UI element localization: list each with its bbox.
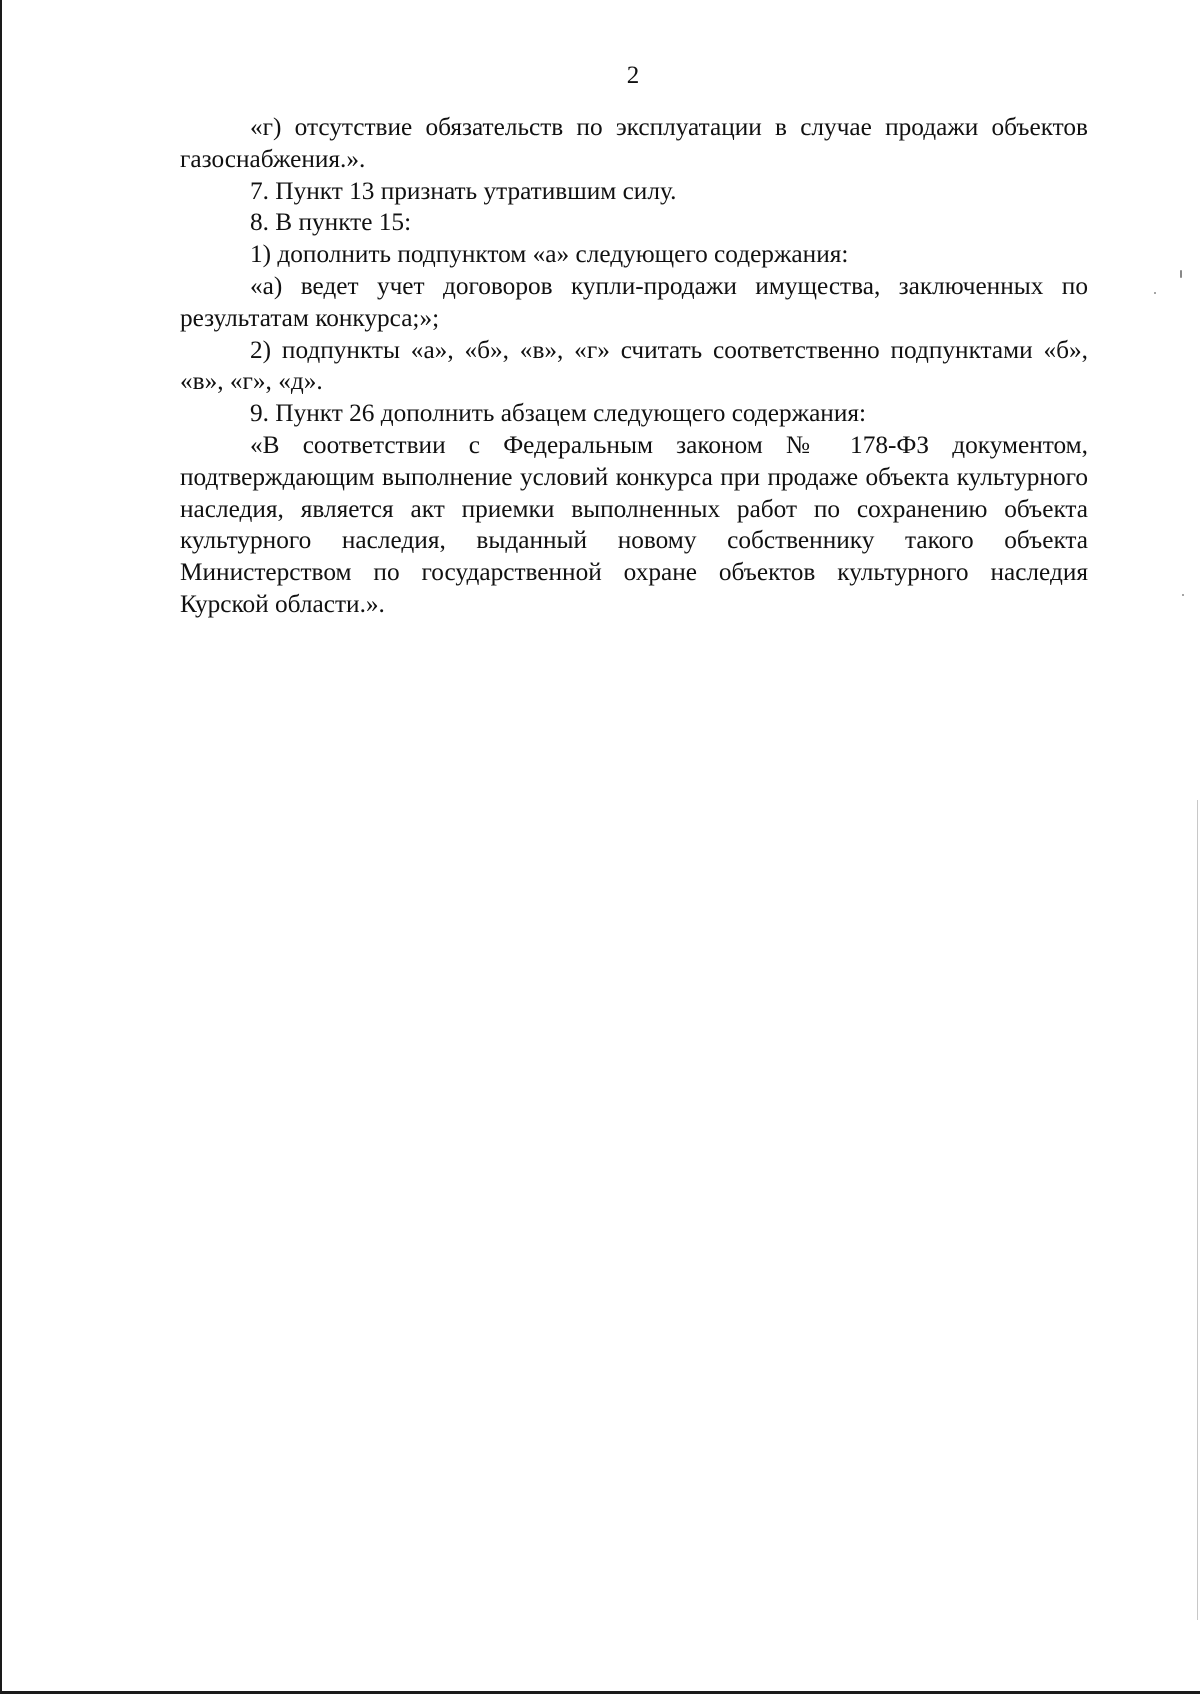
page-number: 2 bbox=[626, 62, 640, 89]
paragraph-item-8-2: 2) подпункты «а», «б», «в», «г» считать соответственно подпунктами «б», «в», «г», «д». bbox=[180, 335, 1088, 396]
paragraph-item-9: 9. Пункт 26 дополнить абзацем следующего содержания: bbox=[250, 399, 867, 428]
scan-speck bbox=[1182, 594, 1184, 596]
scan-edge-line bbox=[1197, 800, 1198, 1620]
paragraph-item-8: 8. В пункте 15: bbox=[250, 208, 412, 237]
document-body bbox=[180, 112, 1088, 621]
scan-speck bbox=[1154, 292, 1156, 294]
scan-speck bbox=[1180, 270, 1182, 278]
paragraph-subpoint-g: «г) отсутствие обязательств по эксплуатации в случае продажи объектов газоснабжения.». bbox=[180, 113, 1088, 173]
paragraph-item-7: 7. Пункт 13 признать утратившим силу. bbox=[250, 176, 677, 205]
paragraph-subpoint-a: «а) ведет учет договоров купли-продажи имущества, заключенных по результатам конкурса;»; bbox=[180, 271, 1088, 332]
paragraph-item-8-1: 1) дополнить подпунктом «а» следующего содержания: bbox=[250, 240, 849, 269]
paragraph-quote-fz-178: «В соответствии с Федеральным законом № 178-ФЗ документом, подтверждающим выполнение условий конкурса при продаже объекта культурного наследия, является акт приемки выполненных работ по сохранению объекта культурного наследия, выданный новому собственнику такого объекта Министерством по государственной охране объектов культурного наследия Курской области.». bbox=[180, 430, 1088, 618]
